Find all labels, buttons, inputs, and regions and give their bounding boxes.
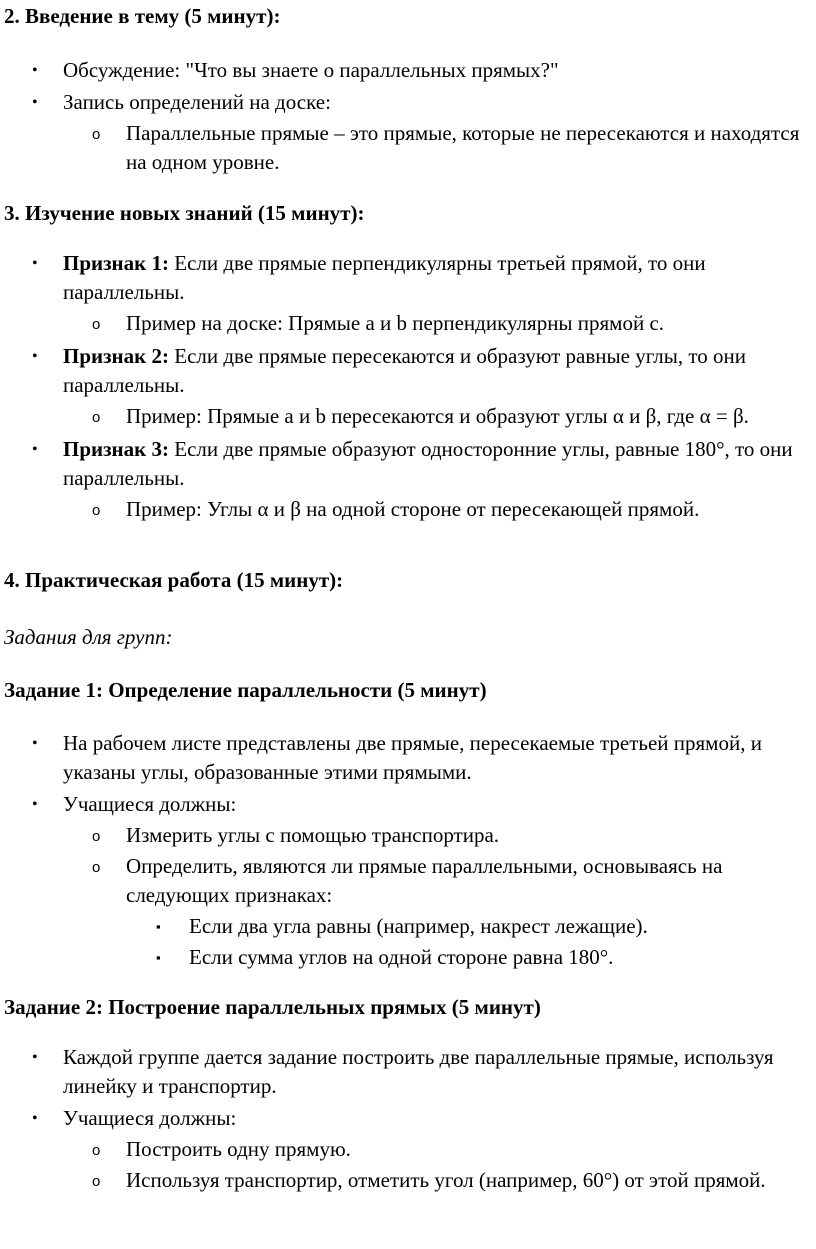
task-1-heading: Задание 1: Определение параллельности (5 минут) [4, 678, 487, 702]
list-item: • Каждой группе дается задание построить две параллельные прямые, используя линейку и транспортир. [4, 1043, 812, 1101]
list-item [4, 249, 812, 307]
sub-list-item: o Определить, являются ли прямые параллельными, основываясь на следующих признаках: [4, 852, 812, 910]
section-3-list [4, 249, 812, 524]
criterion-text: Если две прямые образуют односторонние углы, равные 180°, то они параллельны. [63, 437, 793, 490]
criterion-text: Если две прямые пересекаются и образуют равные углы, то они параллельны. [63, 344, 746, 397]
task-2-list [4, 1043, 812, 1195]
sub-sub-list-item: ▪ Если два угла равны (например, накрест лежащие). [4, 912, 812, 941]
sub-list-item: o Измерить углы с помощью транспортира. [4, 821, 812, 850]
list-item: • Запись определений на доске: [4, 88, 812, 117]
list-item [4, 435, 812, 493]
sub-sub-list-item: ▪ Если сумма углов на одной стороне равна 180°. [4, 943, 812, 972]
task-1-list [4, 729, 812, 972]
groups-label: Задания для групп: [4, 625, 173, 649]
list-item: • Учащиеся должны: [4, 790, 812, 819]
criterion-label: Признак 1: [63, 251, 169, 275]
section-2-list [4, 56, 812, 177]
list-item: • Обсуждение: "Что вы знаете о параллельных прямых?" [4, 56, 812, 85]
sub-list-item: o Пример на доске: Прямые a и b перпендикулярны прямой c. [4, 309, 812, 338]
list-item [4, 342, 812, 400]
sub-list-item: o Параллельные прямые – это прямые, которые не пересекаются и находятся на одном уровне. [4, 119, 812, 177]
sub-list-item: o Построить одну прямую. [4, 1135, 812, 1164]
section-3-heading: 3. Изучение новых знаний (15 минут): [4, 201, 365, 225]
criterion-label: Признак 2: [63, 344, 169, 368]
list-item: • На рабочем листе представлены две прямые, пересекаемые третьей прямой, и указаны углы, образованные этими прямыми. [4, 729, 812, 787]
sub-list-item: o Используя транспортир, отметить угол (например, 60°) от этой прямой. [4, 1166, 812, 1195]
list-item: • Учащиеся должны: [4, 1104, 812, 1133]
criterion-label: Признак 3: [63, 437, 169, 461]
section-4-heading: 4. Практическая работа (15 минут): [4, 568, 344, 592]
criterion-text: Если две прямые перпендикулярны третьей прямой, то они параллельны. [63, 251, 706, 304]
section-2-heading: 2. Введение в тему (5 минут): [4, 4, 281, 28]
sub-list-item: o Пример: Прямые a и b пересекаются и образуют углы α и β, где α = β. [4, 402, 812, 431]
task-2-heading: Задание 2: Построение параллельных прямых (5 минут) [4, 995, 541, 1019]
sub-list-item: o Пример: Углы α и β на одной стороне от пересекающей прямой. [4, 495, 812, 524]
